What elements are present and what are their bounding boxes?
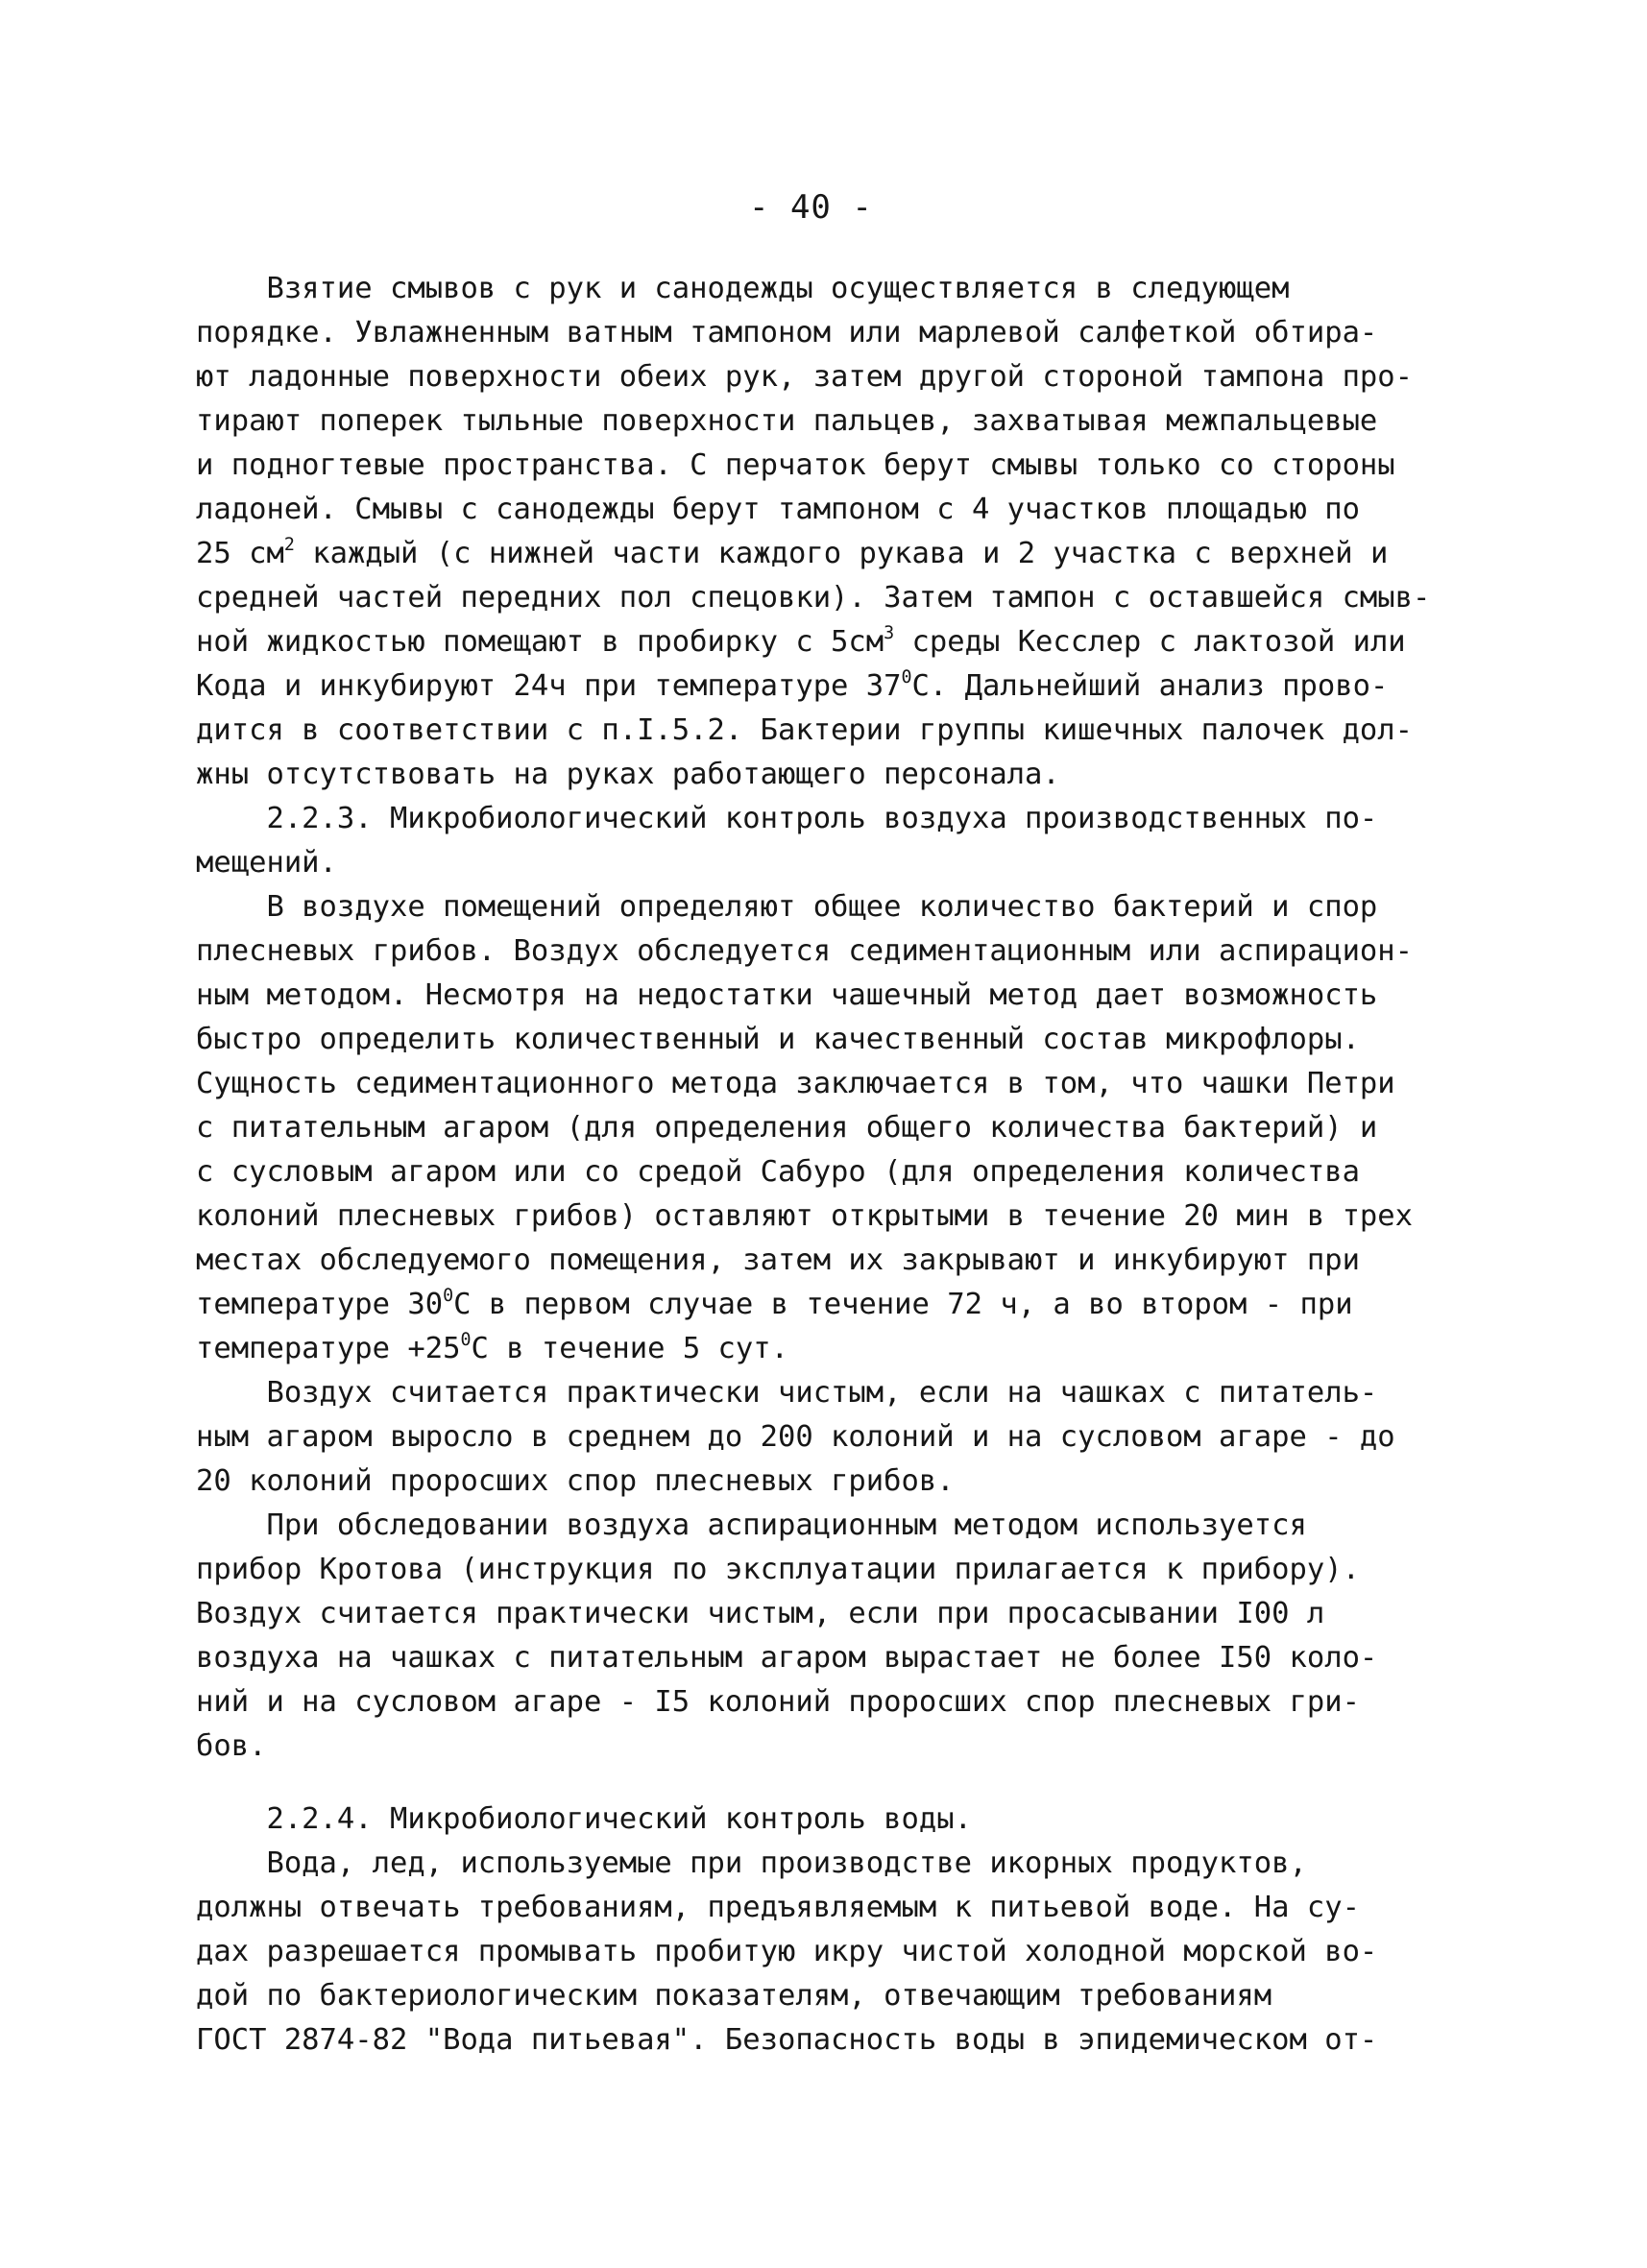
text-segment: воздуха на чашках с питательным агаром вырастает не более I50 коло- bbox=[196, 1641, 1378, 1675]
text-segment: прибор Кротова (инструкция по эксплуатации прилагается к прибору). bbox=[196, 1553, 1360, 1586]
text-segment: температуре +25 bbox=[196, 1332, 461, 1365]
text-line bbox=[196, 532, 1464, 576]
text-segment: с сусловым агаром или со средой Сабуро (для определения количества bbox=[196, 1155, 1360, 1189]
text-line bbox=[196, 1283, 1464, 1327]
text-segment: Взятие смывов с рук и санодежды осуществляется в следующем bbox=[266, 272, 1290, 305]
text-segment: Сущность седиментационного метода заключается в том, что чашки Петри bbox=[196, 1067, 1395, 1100]
text-segment: Воздух считается практически чистым, если на чашках с питатель- bbox=[266, 1376, 1378, 1410]
text-segment: ладоней. Смывы с санодежды берут тампоном с 4 участков площадью по bbox=[196, 493, 1360, 526]
text-segment: Кода и инкубируют 24ч при температуре 37 bbox=[196, 669, 902, 703]
text-segment: 20 колоний проросших спор плесневых грибов. bbox=[196, 1464, 955, 1498]
text-line bbox=[196, 753, 1464, 797]
text-segment: средней частей передних пол спецовки). Затем тампон с оставшейся смыв- bbox=[196, 581, 1431, 615]
text-segment: Воздух считается практически чистым, если при просасывании I00 л bbox=[196, 1597, 1325, 1630]
text-line bbox=[196, 1798, 1464, 1842]
superscript: 0 bbox=[460, 1329, 472, 1350]
text-segment: дится в соответствии с п.I.5.2. Бактерии группы кишечных палочек дол- bbox=[196, 713, 1414, 747]
text-segment: В воздухе помещений определяют общее количество бактерий и спор bbox=[266, 890, 1378, 924]
text-segment: дах разрешается промывать пробитую икру чистой холодной морской во- bbox=[196, 1935, 1378, 1968]
text-line bbox=[196, 709, 1464, 753]
text-line bbox=[196, 620, 1464, 664]
text-segment: мещений. bbox=[196, 846, 337, 880]
text-segment: ной жидкостью помещают в пробирку с 5см bbox=[196, 625, 884, 659]
text-line bbox=[196, 1460, 1464, 1504]
text-line bbox=[196, 929, 1464, 974]
text-line bbox=[196, 1842, 1464, 1886]
superscript: 2 bbox=[283, 534, 295, 555]
text-line bbox=[196, 1930, 1464, 1974]
text-line bbox=[196, 1548, 1464, 1592]
text-segment: дой по бактериологическим показателям, отвечающим требованиям bbox=[196, 1979, 1272, 2013]
text-line bbox=[196, 1680, 1464, 1725]
text-segment: жны отсутствовать на руках работающего персонала. bbox=[196, 758, 1060, 791]
text-segment: местах обследуемого помещения, затем их закрывают и инкубируют при bbox=[196, 1243, 1360, 1277]
paragraph-gap bbox=[196, 1769, 1464, 1798]
text-line bbox=[196, 664, 1464, 709]
text-line bbox=[196, 399, 1464, 444]
text-line bbox=[196, 1018, 1464, 1062]
text-line bbox=[196, 1974, 1464, 2018]
text-line bbox=[196, 1592, 1464, 1636]
text-segment: 2.2.4. Микробиологический контроль воды. bbox=[266, 1802, 972, 1836]
text-line bbox=[196, 885, 1464, 929]
text-line bbox=[196, 1504, 1464, 1548]
superscript: 0 bbox=[443, 1285, 454, 1306]
text-segment: среды Кесслер с лактозой или bbox=[894, 625, 1406, 659]
text-segment: порядке. Увлажненным ватным тампоном или марлевой салфеткой обтира- bbox=[196, 316, 1378, 350]
text-segment: и подногтевые пространства. С перчаток берут смывы только со стороны bbox=[196, 448, 1395, 482]
text-line bbox=[196, 1194, 1464, 1239]
text-segment: С в течение 5 сут. bbox=[471, 1332, 788, 1365]
text-segment: ным методом. Несмотря на недостатки чашечный метод дает возможность bbox=[196, 978, 1378, 1012]
text-line bbox=[196, 1062, 1464, 1106]
text-segment: ГОСТ 2874-82 "Вода питьевая". Безопасность воды в эпидемическом от- bbox=[196, 2023, 1378, 2057]
text-segment: должны отвечать требованиям, предъявляемым к питьевой воде. На су- bbox=[196, 1891, 1360, 1924]
text-line bbox=[196, 1725, 1464, 1769]
text-segment: ний и на сусловом агаре - I5 колоний проросших спор плесневых гри- bbox=[196, 1685, 1360, 1719]
text-line bbox=[196, 1371, 1464, 1415]
text-line bbox=[196, 444, 1464, 488]
text-segment: с питательным агаром (для определения общего количества бактерий) и bbox=[196, 1111, 1378, 1145]
text-line bbox=[196, 1106, 1464, 1150]
text-line bbox=[196, 1327, 1464, 1371]
text-line bbox=[196, 267, 1464, 311]
text-line bbox=[196, 797, 1464, 841]
text-line bbox=[196, 488, 1464, 532]
body-text bbox=[196, 267, 1464, 2063]
superscript: 0 bbox=[901, 666, 912, 688]
text-line bbox=[196, 311, 1464, 355]
text-segment: тирают поперек тыльные поверхности пальцев, захватывая межпальцевые bbox=[196, 404, 1378, 438]
text-line bbox=[196, 576, 1464, 620]
text-segment: быстро определить количественный и качественный состав микрофлоры. bbox=[196, 1023, 1360, 1056]
text-segment: Вода, лед, используемые при производстве икорных продуктов, bbox=[266, 1846, 1307, 1880]
text-segment: бов. bbox=[196, 1729, 267, 1763]
text-line bbox=[196, 1415, 1464, 1460]
text-line bbox=[196, 355, 1464, 399]
text-segment: колоний плесневых грибов) оставляют открытыми в течение 20 мин в трех bbox=[196, 1199, 1414, 1233]
text-segment: ют ладонные поверхности обеих рук, затем другой стороной тампона про- bbox=[196, 360, 1414, 394]
text-segment: 25 см bbox=[196, 537, 284, 570]
page-number: - 40 - bbox=[749, 188, 873, 227]
text-segment: ным агаром выросло в среднем до 200 колоний и на сусловом агаре - до bbox=[196, 1420, 1395, 1454]
text-segment: температуре 30 bbox=[196, 1288, 444, 1321]
text-segment: С в первом случае в течение 72 ч, а во втором - при bbox=[453, 1288, 1353, 1321]
text-line bbox=[196, 1150, 1464, 1194]
text-segment: При обследовании воздуха аспирационным методом используется bbox=[266, 1508, 1307, 1542]
text-line bbox=[196, 1636, 1464, 1680]
text-line bbox=[196, 1886, 1464, 1930]
text-segment: каждый (с нижней части каждого рукава и 2 участка с верхней и bbox=[294, 537, 1389, 570]
superscript: 3 bbox=[884, 622, 895, 643]
text-segment: С. Дальнейший анализ прово- bbox=[911, 669, 1389, 703]
text-line bbox=[196, 2018, 1464, 2063]
text-line bbox=[196, 841, 1464, 885]
text-segment: плесневых грибов. Воздух обследуется седиментационным или аспирацион- bbox=[196, 934, 1414, 968]
text-line bbox=[196, 1239, 1464, 1283]
text-line bbox=[196, 974, 1464, 1018]
text-segment: 2.2.3. Микробиологический контроль воздуха производственных по- bbox=[266, 802, 1378, 835]
